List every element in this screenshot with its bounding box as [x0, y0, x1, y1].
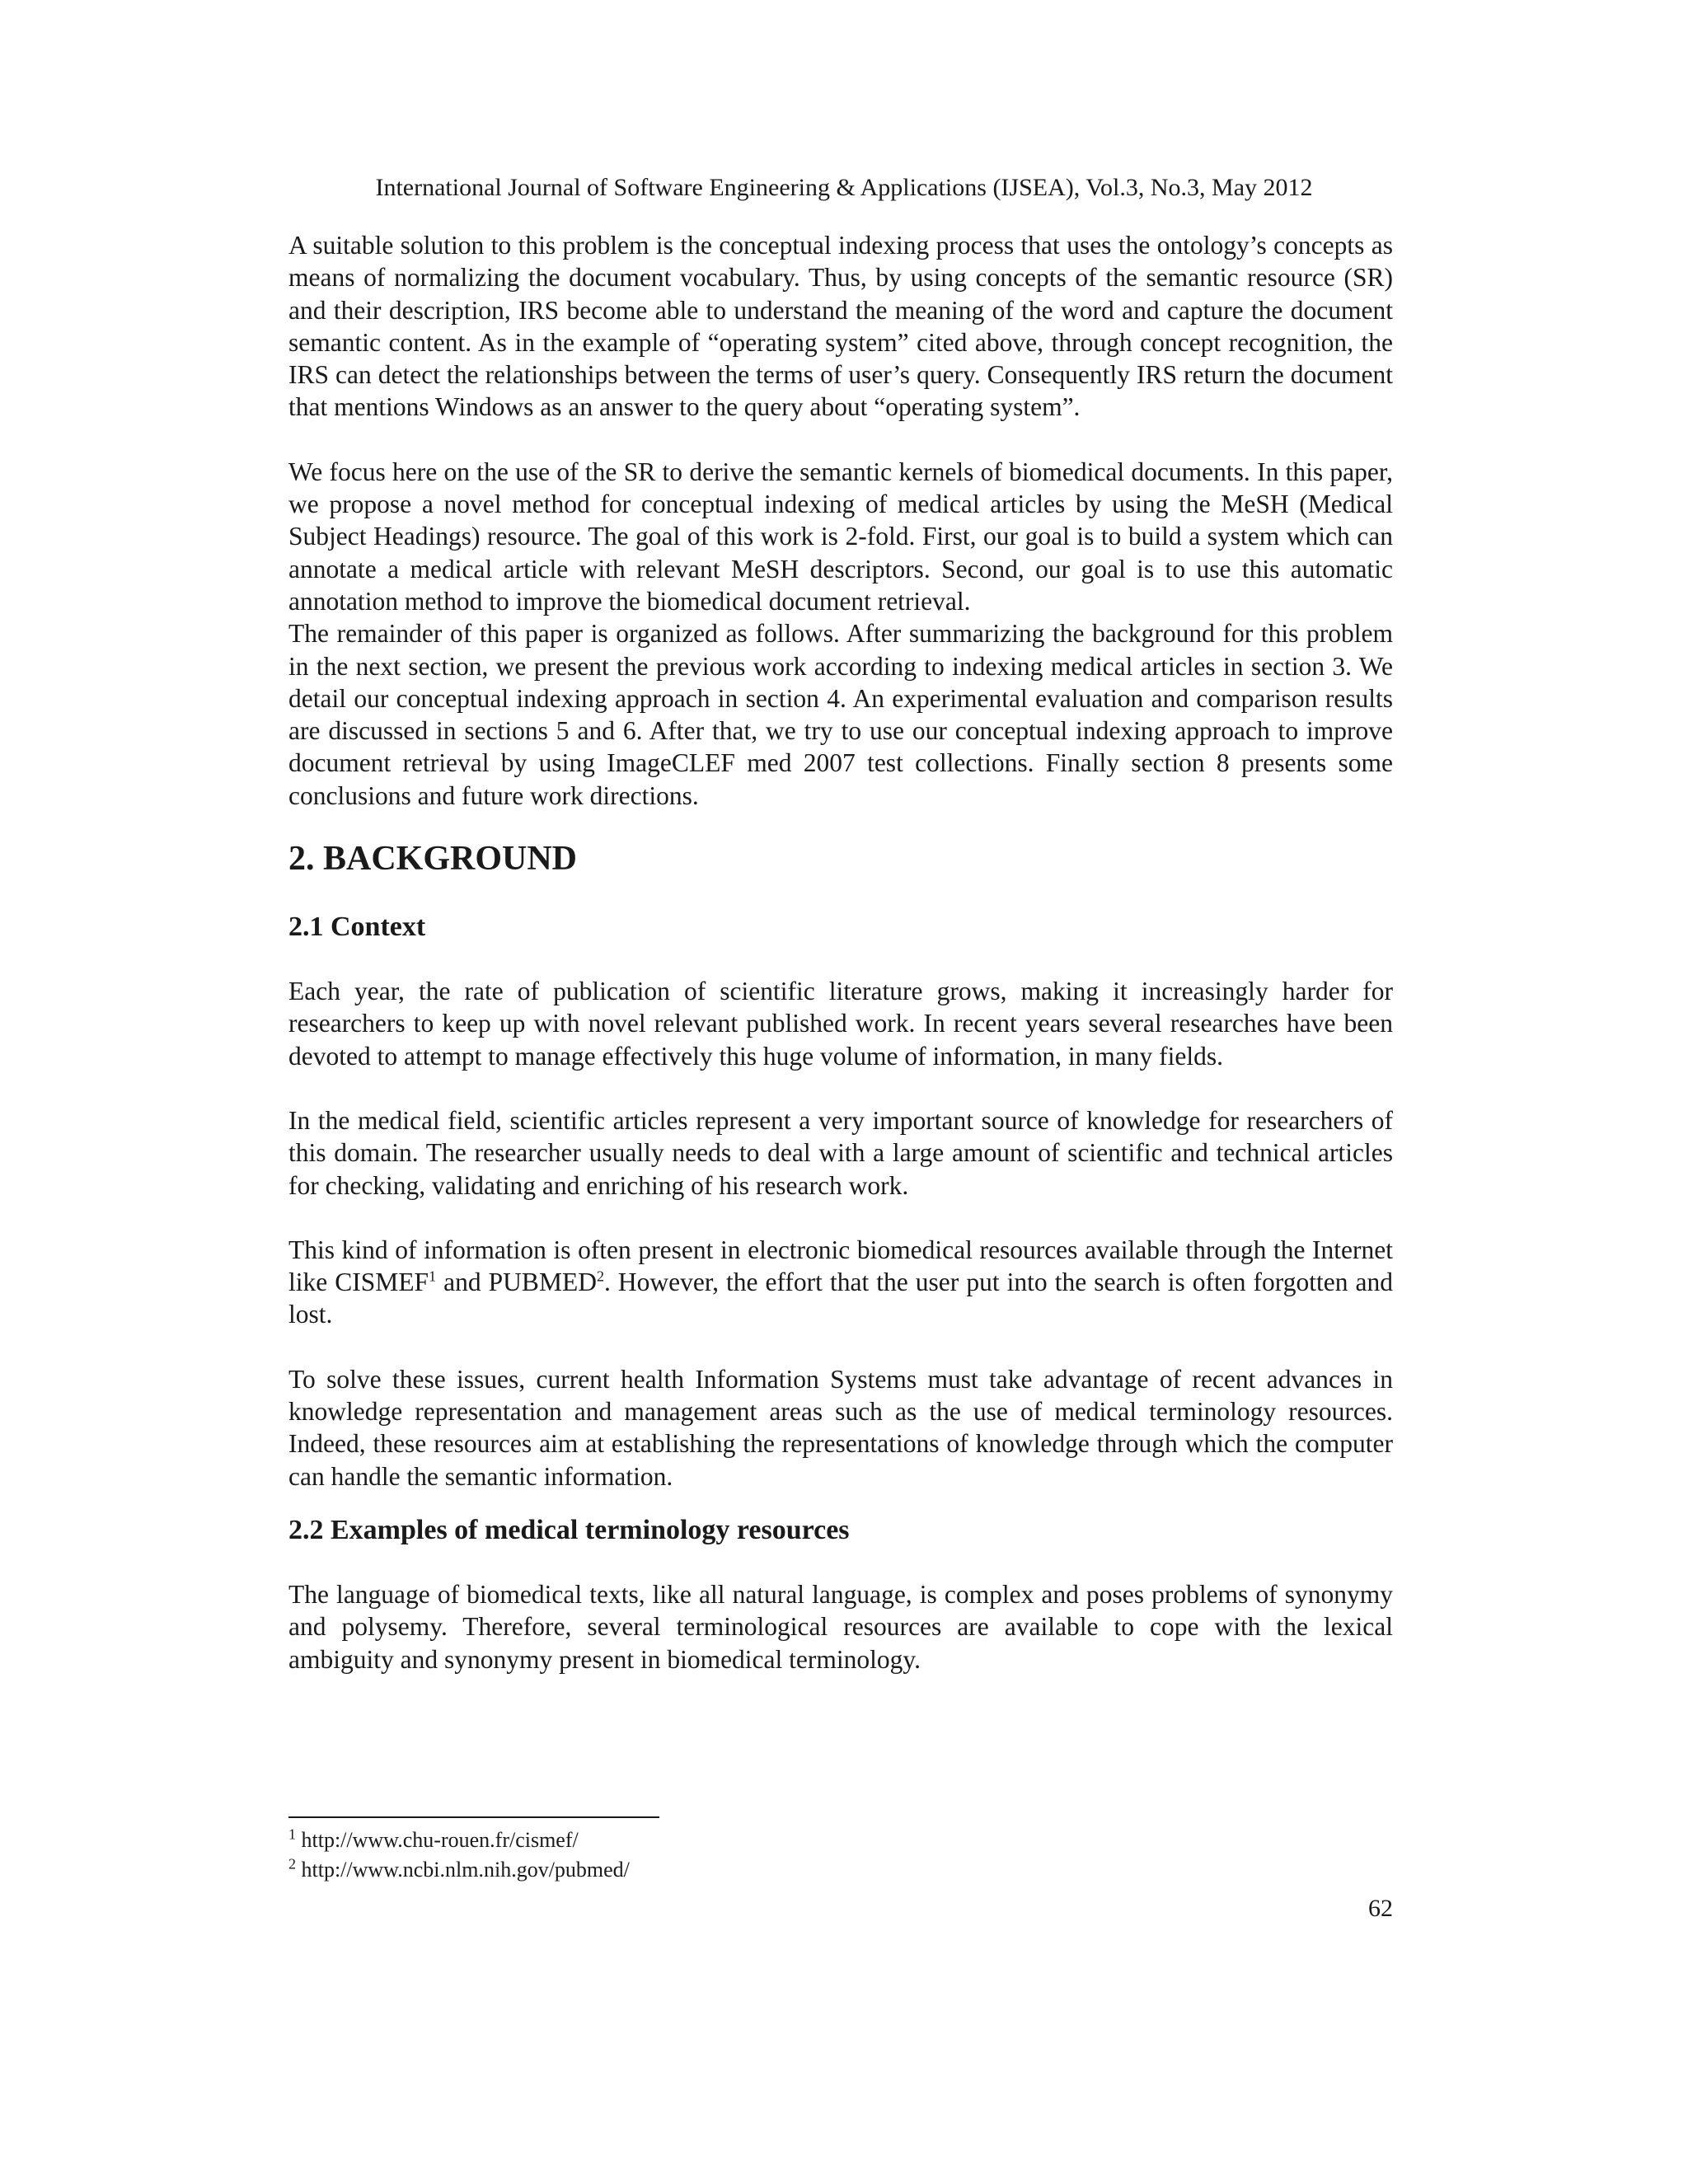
intro-paragraph-1: A suitable solution to this problem is the conceptual indexing process that uses the ontology’s concepts as means of normalizing the document vocabulary. Thus, by using concepts of the semantic resource (SR) and their description, IRS become able to understand the meaning of the word and capture the document semantic content. As in the example of “operating system” cited above, through concept recognition, the IRS can detect the relationships between the terms of user’s query. Consequently IRS return the document that mentions Windows as an answer to the query about “operating system”.: [288, 231, 1393, 422]
examples-paragraph-1: The language of biomedical texts, like all natural language, is complex and poses problems of synonymy and polysemy. Therefore, several terminological resources are available to cope with the lexical ambiguity and synonymy present in biomedical terminology.: [288, 1579, 1393, 1674]
context-paragraph-3: This kind of information is often present in electronic biomedical resources available through the Internet like CISMEF$^1$ and PUBMED$^2$. However, the effort that the user put into the search is often forgotten and lost.: [288, 1235, 1393, 1329]
running-header: International Journal of Software Engineering & Applications (IJSEA), Vol.3, No.3, May 2012: [375, 174, 1313, 201]
intro-paragraph-2: We focus here on the use of the SR to derive the semantic kernels of biomedical documents. In this paper, we propose a novel method for conceptual indexing of medical articles by using the MeSH (Medical Subject Headings) resource. The goal of this work is 2-fold. First, our goal is to build a system which can annotate a medical article with relevant MeSH descriptors. Second, our goal is to use this automatic annotation method to improve the biomedical document retrieval.: [288, 457, 1393, 616]
context-paragraph-4: To solve these issues, current health Information Systems must take advantage of recent advances in knowledge representation and management areas such as the use of medical terminology resources. Indeed, these resources aim at establishing the representations of knowledge through which the computer can handle the semantic information.: [288, 1364, 1393, 1491]
context-paragraph-2: In the medical field, scientific articles represent a very important source of knowledge for researchers of this domain. The researcher usually needs to deal with a large amount of scientific and technical articles for checking, validating and enriching of his research work.: [288, 1105, 1393, 1200]
footnote-ref-1: 1: [429, 1268, 437, 1285]
footnote-divider: [288, 1816, 659, 1818]
page-number: 62: [1368, 1895, 1393, 1922]
body-text: [288, 229, 1393, 1675]
section-heading-background: 2. BACKGROUND: [288, 840, 578, 879]
footnote-2-url[interactable]: http://www.ncbi.nlm.nih.gov/pubmed/: [301, 1858, 630, 1882]
subsection-heading-examples: 2.2 Examples of medical terminology resources: [288, 1514, 850, 1545]
subsection-heading-context: 2.1 Context: [288, 912, 426, 943]
footnote-ref-2: 2: [596, 1268, 604, 1285]
footnotes: [288, 1825, 1113, 1885]
context-paragraph-1: Each year, the rate of publication of scientific literature grows, making it increasingly harder for researchers to keep up with novel relevant published work. In recent years several researches have been devoted to attempt to manage effectively this huge volume of information, in many fields.: [288, 977, 1393, 1071]
footnote-1: $^1$ http://www.chu-rouen.fr/cismef/: [288, 1825, 579, 1852]
intro-paragraph-3: The remainder of this paper is organized as follows. After summarizing the background for this problem in the next section, we present the previous work according to indexing medical articles in section 3. We detail our conceptual indexing approach in section 4. An experimental evaluation and comparison results are discussed in sections 5 and 6. After that, we try to use our conceptual indexing approach to improve document retrieval by using ImageCLEF med 2007 test collections. Finally section 8 presents some conclusions and future work directions.: [288, 619, 1393, 810]
footnote-2: $^2$ http://www.ncbi.nlm.nih.gov/pubmed/: [288, 1855, 630, 1882]
footnote-1-url[interactable]: http://www.chu-rouen.fr/cismef/: [301, 1828, 579, 1852]
